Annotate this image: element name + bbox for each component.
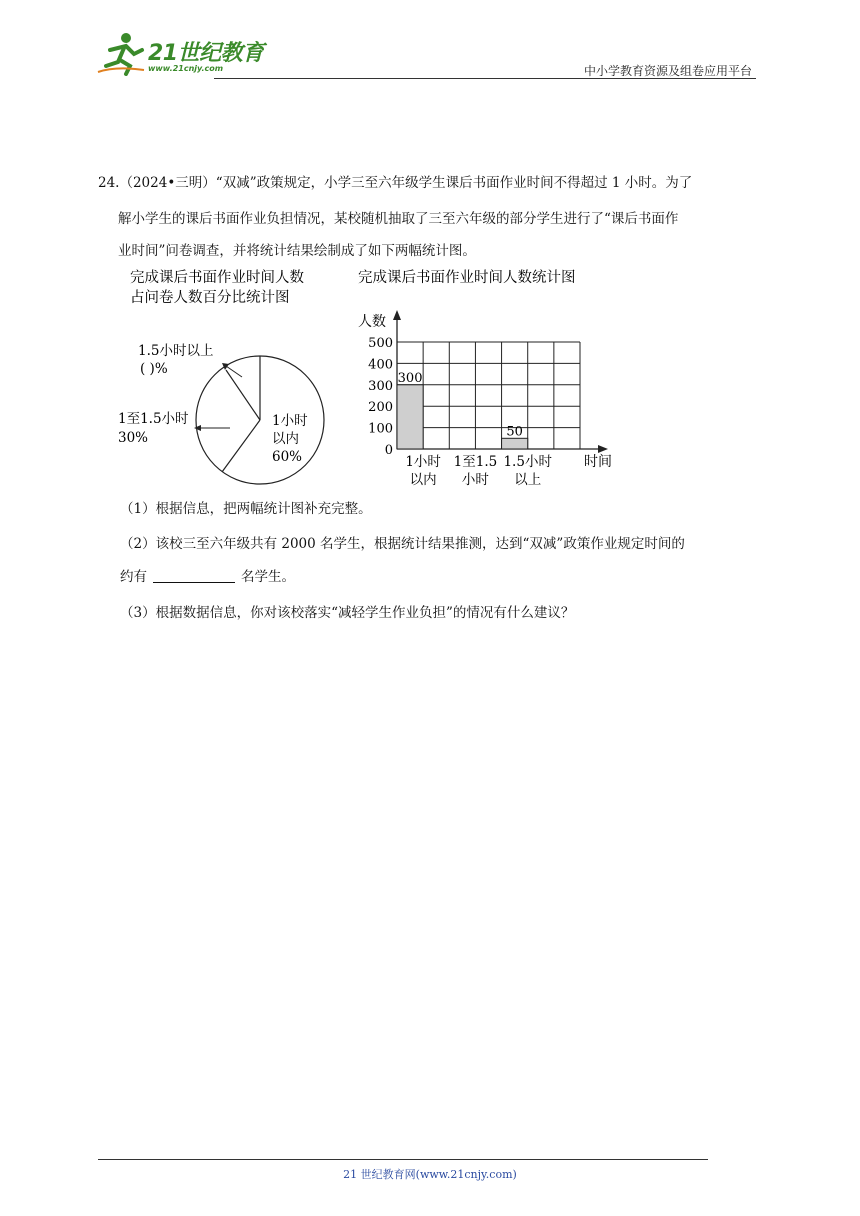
x-category-label: 以内: [409, 472, 437, 488]
pie-label-1to15: 1至1.5小时: [118, 411, 189, 427]
y-axis-arrow-icon: [393, 310, 401, 320]
y-tick-label: 100: [368, 421, 393, 437]
page-header: [96, 30, 756, 80]
logo: [96, 30, 266, 76]
pie-label-within1: 1小时: [272, 413, 308, 429]
part-2-suffix: 名学生。: [241, 569, 295, 585]
footer-text: 21 世纪教育网(www.21cnjy.com): [343, 1168, 517, 1181]
x-category-label: 1小时: [405, 454, 441, 470]
pie-title-line-1: 完成课后书面作业时间人数: [130, 270, 304, 286]
pie-chart: [110, 266, 340, 491]
question-line-2: 解小学生的课后书面作业负担情况，某校随机抽取了三至六年级的部分学生进行了“课后书面作: [118, 211, 679, 227]
bar-marks: [397, 371, 552, 488]
y-axis-label: 人数: [358, 314, 386, 330]
runner-logo-icon: [96, 30, 146, 76]
x-axis-arrow-icon: [598, 445, 608, 453]
bar-value-label: 300: [397, 370, 423, 386]
platform-name: 中小学教育资源及组卷应用平台: [583, 64, 752, 78]
part-3: （3）根据数据信息，你对该校落实“减轻学生作业负担”的情况有什么建议？: [120, 605, 575, 621]
part-2-line-1: （2）该校三至六年级共有 2000 名学生，根据统计结果推测，达到“双减”政策作业规定时间的: [120, 536, 685, 552]
y-tick-label: 200: [368, 400, 393, 416]
footer-divider: [98, 1159, 708, 1160]
pie-label-over15: 1.5小时以上: [138, 343, 214, 359]
x-axis-label: 时间: [584, 454, 612, 470]
pie-label-over15-blank: ( )%: [140, 361, 168, 377]
x-category-label: 以上: [514, 472, 542, 488]
pie-label-1to15-pct: 30%: [118, 430, 149, 446]
x-category-label: 1.5小时: [503, 454, 552, 470]
bar-chart: [350, 266, 630, 491]
bar-value-label: 50: [506, 424, 523, 440]
pie-label-within1-pct: 60%: [272, 449, 303, 465]
y-tick-label: 400: [368, 357, 393, 373]
bar-chart-title: 完成课后书面作业时间人数统计图: [358, 270, 576, 286]
x-category-label: 1至1.5: [453, 454, 498, 470]
question-line-3: 业时间”问卷调查，并将统计结果绘制成了如下两幅统计图。: [118, 243, 476, 259]
bar-1: [397, 385, 423, 449]
logo-text: 21世纪教育: [148, 41, 264, 66]
pie-title-line-2: 占问卷人数百分比统计图: [130, 290, 290, 306]
answer-blank[interactable]: [153, 568, 235, 583]
y-tick-label: 500: [368, 336, 393, 351]
part-2-prefix: 约有: [120, 569, 147, 585]
header-divider: [214, 78, 756, 79]
bar-3: [502, 438, 528, 449]
pie-label-within1-b: 以内: [272, 431, 299, 447]
y-tick-label: 300: [368, 378, 393, 394]
part-2-line-2: [120, 567, 295, 587]
part-1: （1）根据信息，把两幅统计图补充完整。: [120, 501, 372, 517]
logo-url: www.21cnjy.com: [148, 64, 224, 73]
y-tick-label: 0: [384, 443, 393, 458]
x-category-label: 小时: [461, 472, 489, 488]
question-line-1: 24.（2024•三明）“双减”政策规定，小学三至六年级学生课后书面作业时间不得超过 1 小时。为了: [98, 175, 693, 191]
